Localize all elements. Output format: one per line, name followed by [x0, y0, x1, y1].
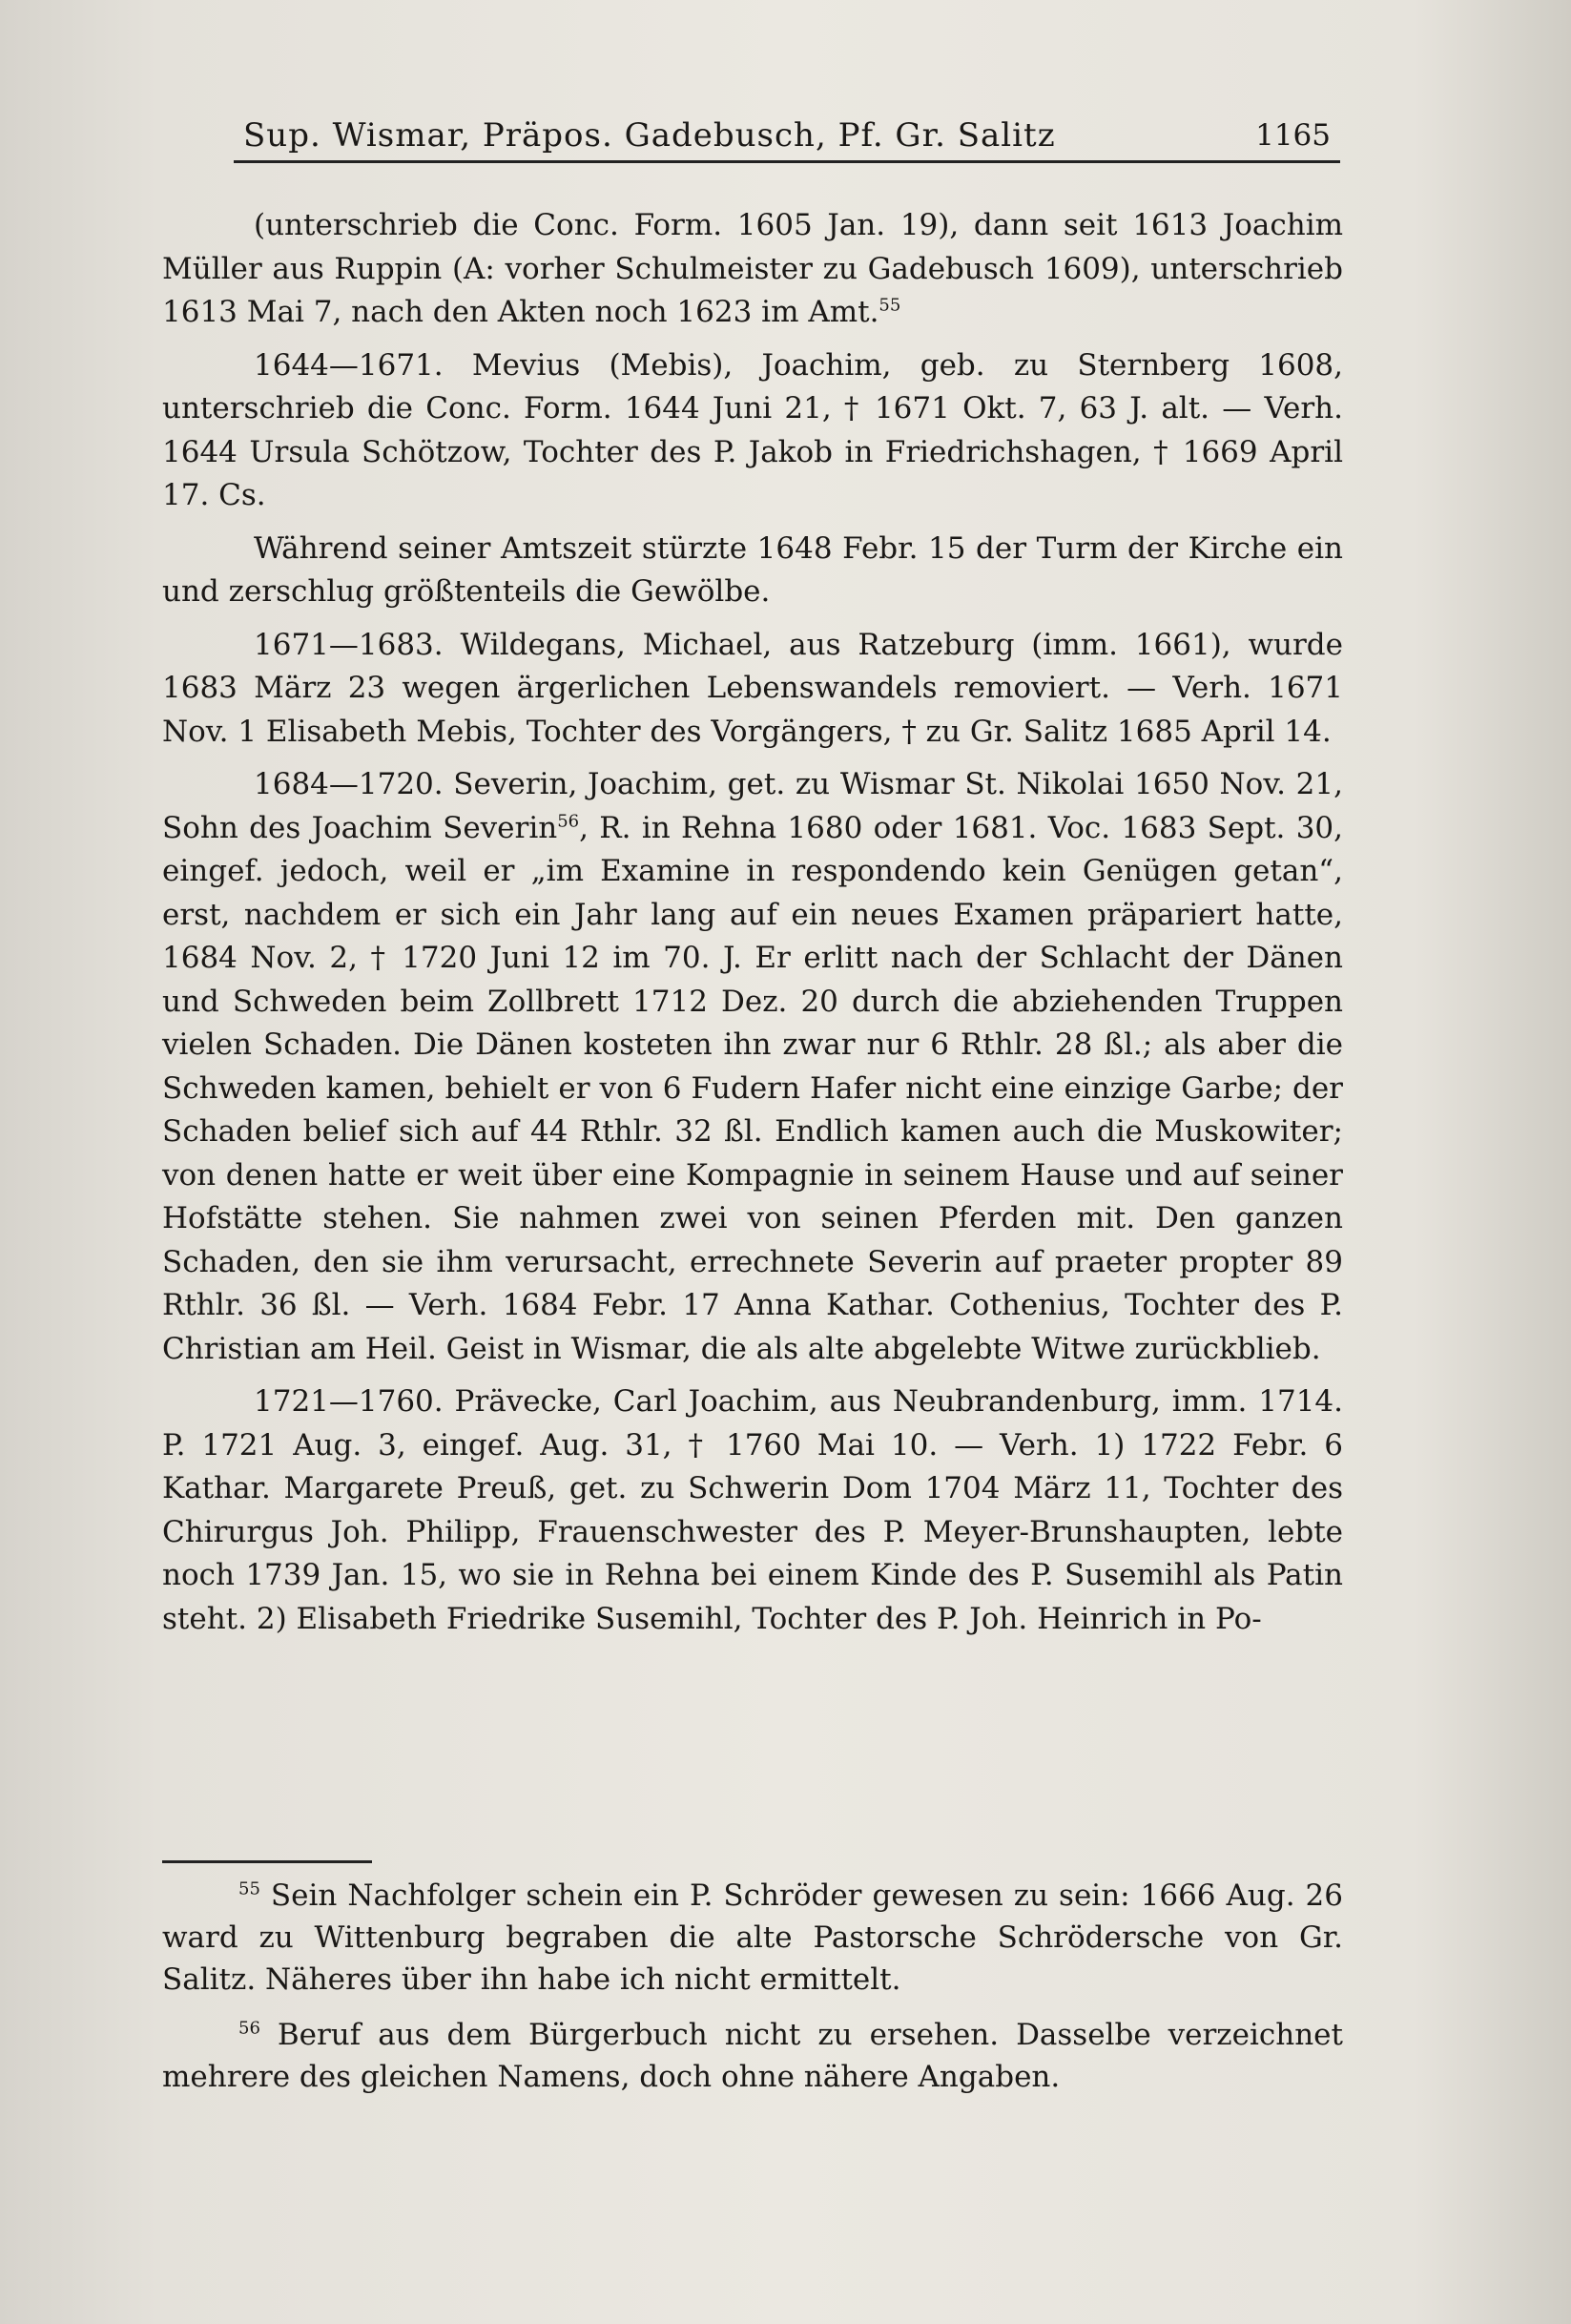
- running-head: Sup. Wismar, Präpos. Gadebusch, Pf. Gr. Salitz: [243, 116, 1056, 155]
- footnote-reference: 55: [879, 295, 901, 316]
- page-header: [234, 103, 1340, 163]
- footnote: [162, 2014, 1343, 2098]
- footnote-divider: [162, 1860, 372, 1863]
- footnote: [162, 1875, 1343, 2001]
- paragraph-text: 1671—1683. Wildegans, Michael, aus Ratzeburg (imm. 1661), wurde 1683 März 23 wegen ärgerlichen Lebenswandels removiert. — Verh. 1671 Nov. 1 Elisabeth Mebis, Tochter des Vorgängers, † zu Gr. Salitz 1685 April 14.: [162, 627, 1343, 749]
- footnote-text: Sein Nachfolger schein ein P. Schröder gewesen zu sein: 1666 Aug. 26 ward zu Wittenburg begraben die alte Pastorsche Schrödersche von Gr. Salitz. Näheres über ihn habe ich nicht ermittelt.: [162, 1878, 1343, 1997]
- footnote-text: Beruf aus dem Bürgerbuch nicht zu ersehen. Dasselbe verzeichnet mehrere des gleichen Namens, doch ohne nähere Angaben.: [162, 2018, 1343, 2094]
- body-text: [162, 204, 1343, 1650]
- paragraph: [162, 1380, 1343, 1641]
- paragraph: [162, 624, 1343, 755]
- paragraph-text: 1721—1760. Prävecke, Carl Joachim, aus Neubrandenburg, imm. 1714. P. 1721 Aug. 3, eingef. Aug. 31, † 1760 Mai 10. — Verh. 1) 1722 Febr. 6 Kathar. Margarete Preuß, get. zu Schwerin Dom 1704 März 11, Tochter des Chirurgus Joh. Philipp, Frauenschwester des P. Meyer-Brunshaupten, lebte noch 1739 Jan. 15, wo sie in Rehna bei einem Kinde des P. Susemihl als Patin steht. 2) Elisabeth Friedrike Susemihl, Tochter des P. Joh. Heinrich in Po-: [162, 1384, 1343, 1636]
- footnote-reference: 56: [557, 811, 580, 832]
- paragraph: [162, 204, 1343, 335]
- paragraph-text: 1684—1720. Severin, Joachim, get. zu Wismar St. Nikolai 1650 Nov. 21, Sohn des Joachim Severin: [162, 767, 1343, 845]
- footnotes: [162, 1875, 1343, 2111]
- paragraph-text: 1644—1671. Mevius (Mebis), Joachim, geb. zu Sternberg 1608, unterschrieb die Conc. Form. 1644 Juni 21, † 1671 Okt. 7, 63 J. alt. — Verh. 1644 Ursula Schötzow, Tochter des P. Jakob in Friedrichshagen, † 1669 April 17. Cs.: [162, 347, 1343, 512]
- page-number: 1165: [1255, 118, 1331, 153]
- paragraph: [162, 344, 1343, 518]
- paragraph-text: Während seiner Amtszeit stürzte 1648 Febr. 15 der Turm der Kirche ein und zerschlug größtenteils die Gewölbe.: [162, 530, 1343, 609]
- paragraph-text-continued: , R. in Rehna 1680 oder 1681. Voc. 1683 Sept. 30, eingef. jedoch, weil er „im Examine in respondendo kein Genügen getan“, erst, nachdem er sich ein Jahr lang auf ein neues Examen präpariert hatte, 1684 Nov. 2, † 1720 Juni 12 im 70. J. Er erlitt nach der Schlacht der Dänen und Schweden beim Zollbrett 1712 Dez. 20 durch die abziehenden Truppen vielen Schaden. Die Dänen kosteten ihn zwar nur 6 Rthlr. 28 ßl.; als aber die Schweden kamen, behielt er von 6 Fudern Hafer nicht eine einzige Garbe; der Schaden belief sich auf 44 Rthlr. 32 ßl. Endlich kamen auch die Muskowiter; von denen hatte er weit über eine Kompagnie in seinem Hause und auf seiner Hofstätte stehen. Sie nahmen zwei von seinen Pferden mit. Den ganzen Schaden, den sie ihm verursacht, errechnete Severin auf praeter propter 89 Rthlr. 36 ßl. — Verh. 1684 Febr. 17 Anna Kathar. Cothenius, Tochter des P. Christian am Heil. Geist in Wismar, die als alte abgelebte Witwe zurückblieb.: [162, 810, 1343, 1366]
- paragraph: [162, 528, 1343, 614]
- paragraph-text: (unterschrieb die Conc. Form. 1605 Jan. 19), dann seit 1613 Joachim Müller aus Ruppin (A: vorher Schulmeister zu Gadebusch 1609), unterschrieb 1613 Mai 7, nach den Akten noch 1623 im Amt.: [162, 208, 1343, 329]
- paragraph: [162, 763, 1343, 1371]
- footnote-number: 56: [238, 2018, 260, 2039]
- footnote-number: 55: [238, 1878, 260, 1899]
